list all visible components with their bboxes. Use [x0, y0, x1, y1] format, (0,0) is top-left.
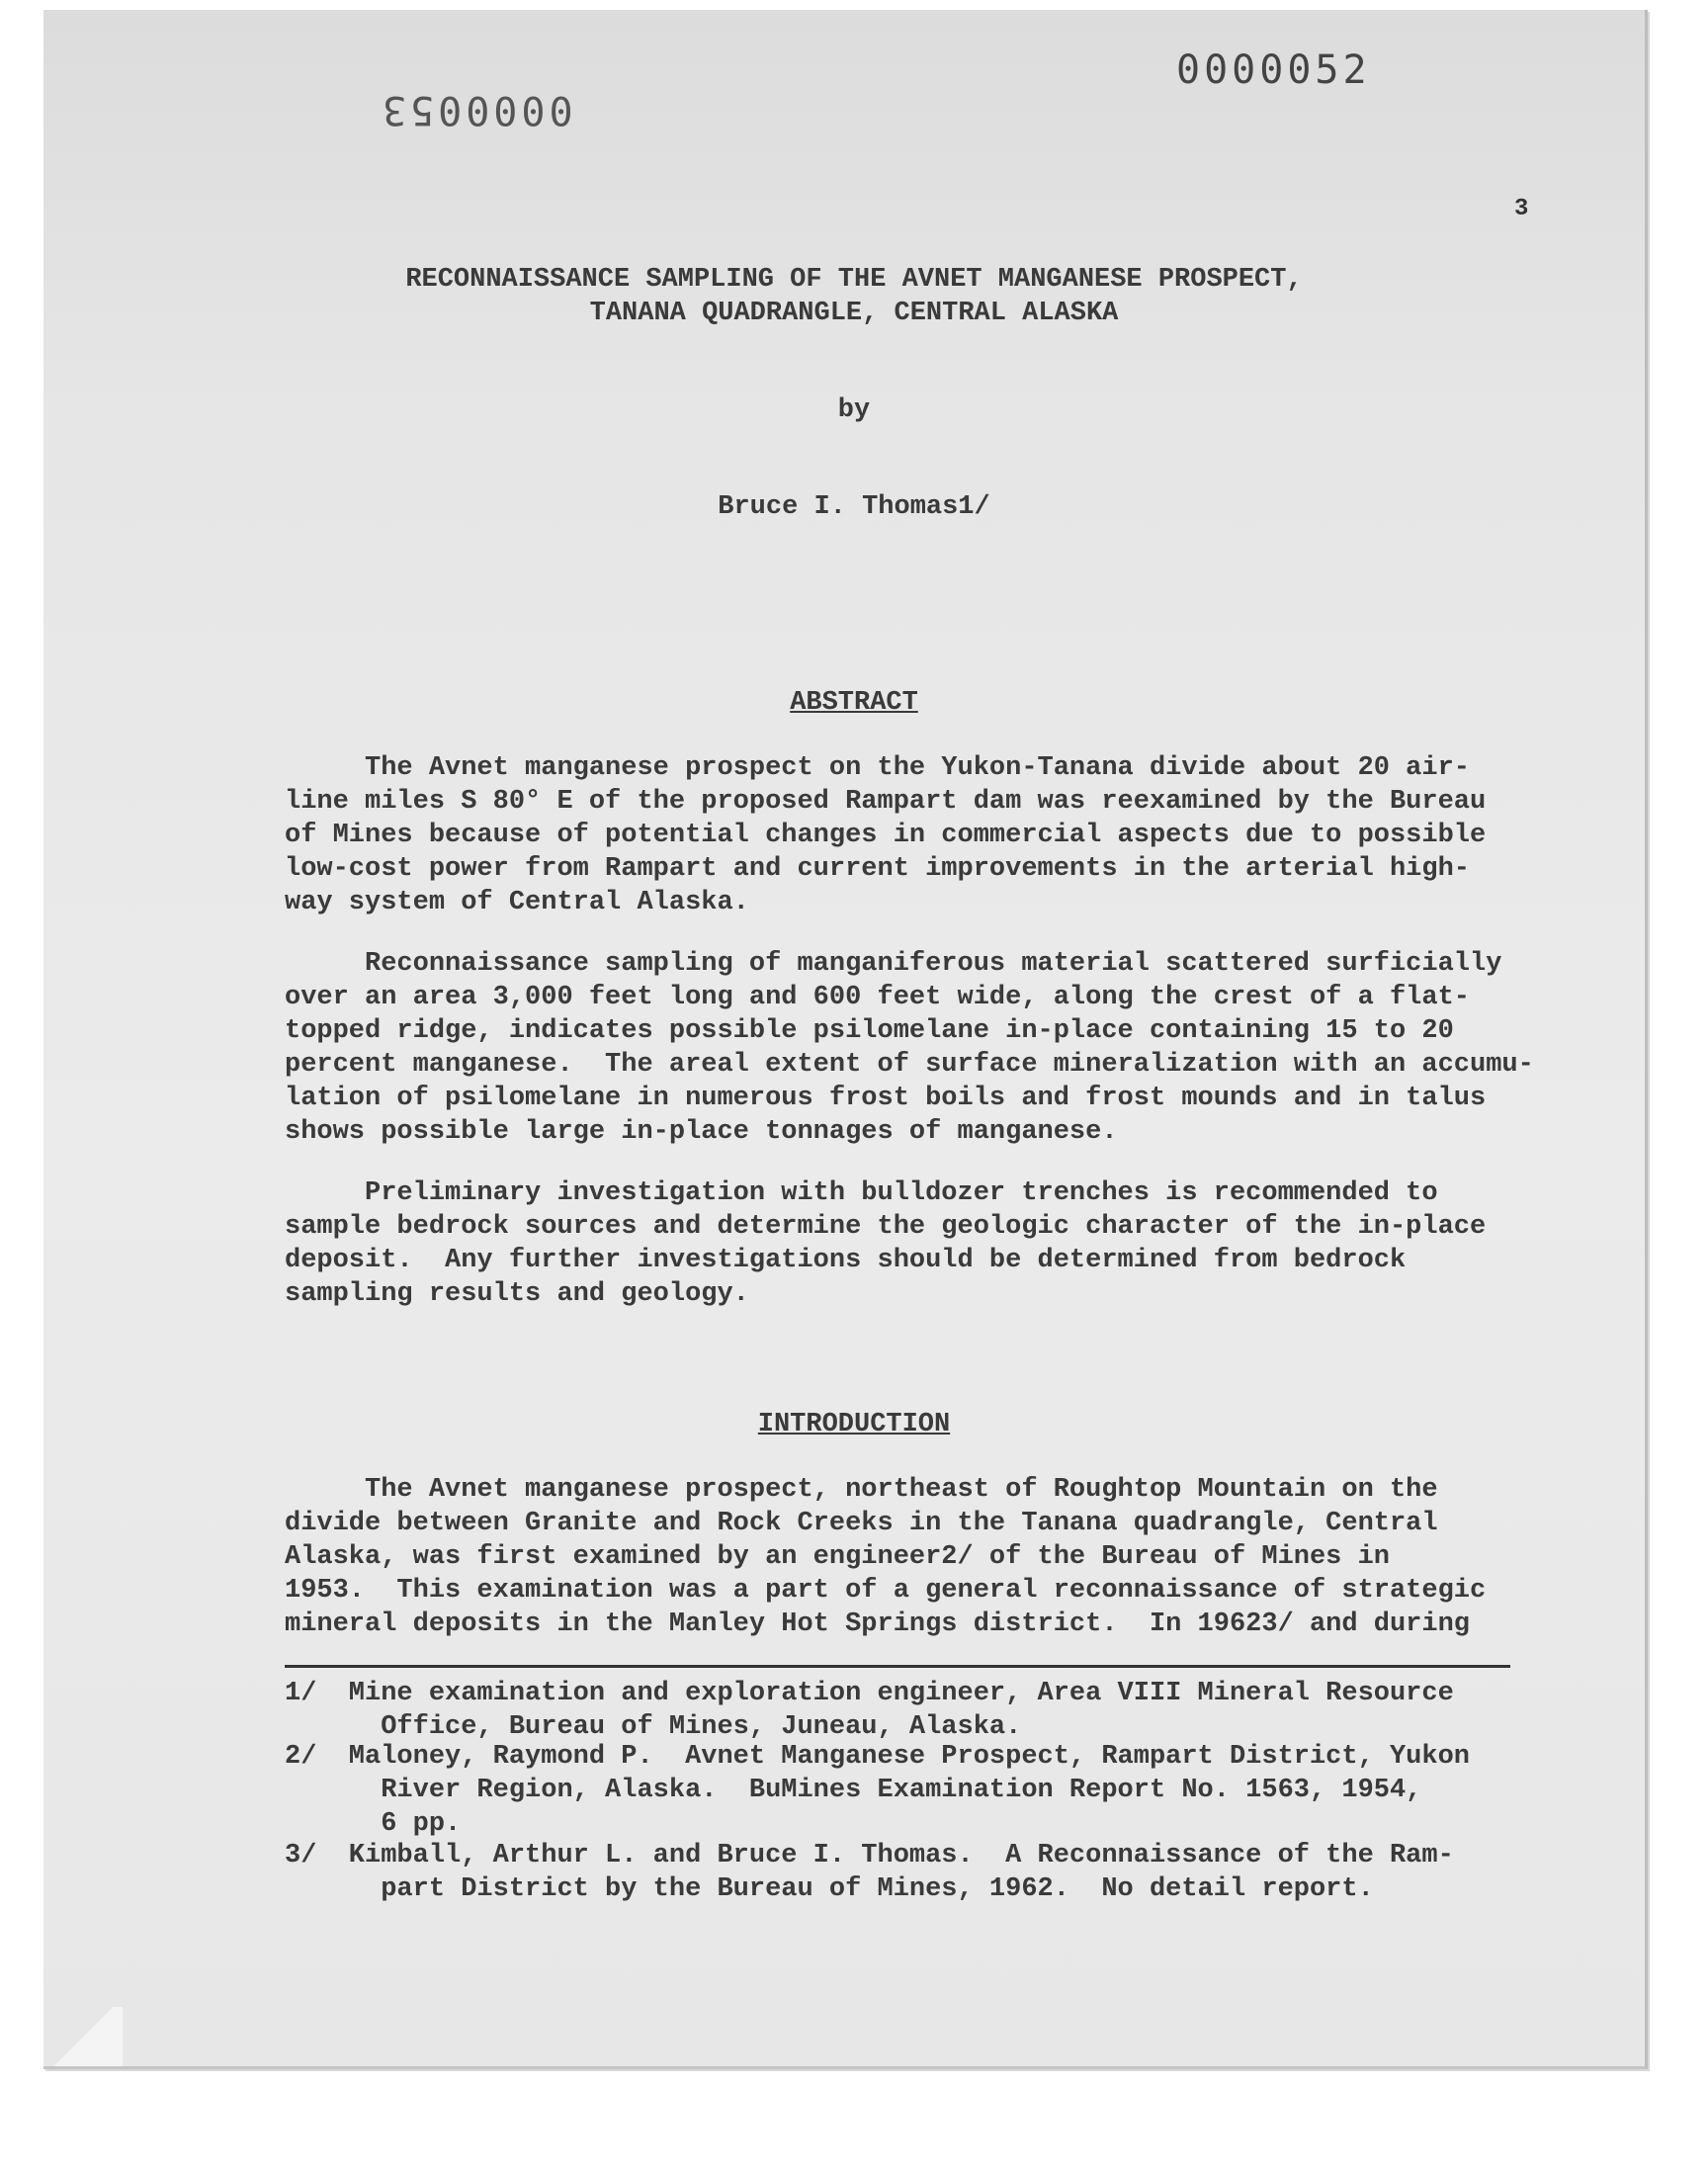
footnote: 3/ Kimball, Arthur L. and Bruce I. Thomas. A Reconnaissance of the Ram- part District by the Bureau of Mines, 1962. No detail report.: [285, 1841, 1454, 1904]
footnote: 2/ Maloney, Raymond P. Avnet Manganese Prospect, Rampart District, Yukon River Region, Alaska. BuMines Examination Report No. 1563, 1954, 6 pp.: [285, 1742, 1470, 1839]
document-id-stamp-inverted: 0000053: [379, 87, 573, 132]
document-title: RECONNAISSANCE SAMPLING OF THE AVNET MANGANESE PROSPECT, TANANA QUADRANGLE, CENTRAL ALASKA: [405, 265, 1303, 328]
byline-by: by: [837, 395, 871, 425]
footnote: 1/ Mine examination and exploration engineer, Area VIII Mineral Resource Office, Bureau of Mines, Juneau, Alaska.: [285, 1679, 1454, 1742]
introduction-heading: INTRODUCTION: [757, 1410, 951, 1439]
footnote-divider: [285, 1665, 1510, 1668]
introduction-paragraph: The Avnet manganese prospect, northeast of Roughtop Mountain on the divide between Granite and Rock Creeks in the Tanana quadrangle, Central Alaska, was first examined by an engineer2/ of the Bureau of Mines in 1953. This examination was a part of a general reconnaissance of strategic mineral deposits in the Manley Hot Springs district. In 19623/ and during: [285, 1475, 1487, 1639]
page-corner-fold: [43, 2007, 123, 2066]
page-number: 3: [1514, 196, 1529, 222]
abstract-heading: ABSTRACT: [790, 688, 918, 718]
abstract-paragraph: Preliminary investigation with bulldozer trenches is recommended to sample bedrock sources and determine the geologic character of the in-place deposit. Any further investigations should be determined from bedrock sampling results and geology.: [285, 1178, 1487, 1309]
abstract-paragraph: The Avnet manganese prospect on the Yukon-Tanana divide about 20 air- line miles S 80° E of the proposed Rampart dam was reexamined by the Bureau of Mines because of potential changes in commercial aspects due to possible low-cost power from Rampart and current improvements in the arterial high- way system of Central Alaska.: [285, 753, 1487, 917]
document-id-stamp: 0000052: [1176, 47, 1371, 93]
abstract-paragraph: Reconnaissance sampling of manganiferous material scattered surficially over an area 3,000 feet long and 600 feet wide, along the crest of a flat- topped ridge, indicates possible psilomelane in-place containing 15 to 20 percent manganese. The areal extent of surface mineralization with an accumu- lation of psilomelane in numerous frost boils and frost mounds and in talus shows possible large in-place tonnages of manganese.: [285, 949, 1534, 1147]
author-name: Bruce I. Thomas1/: [718, 492, 990, 522]
